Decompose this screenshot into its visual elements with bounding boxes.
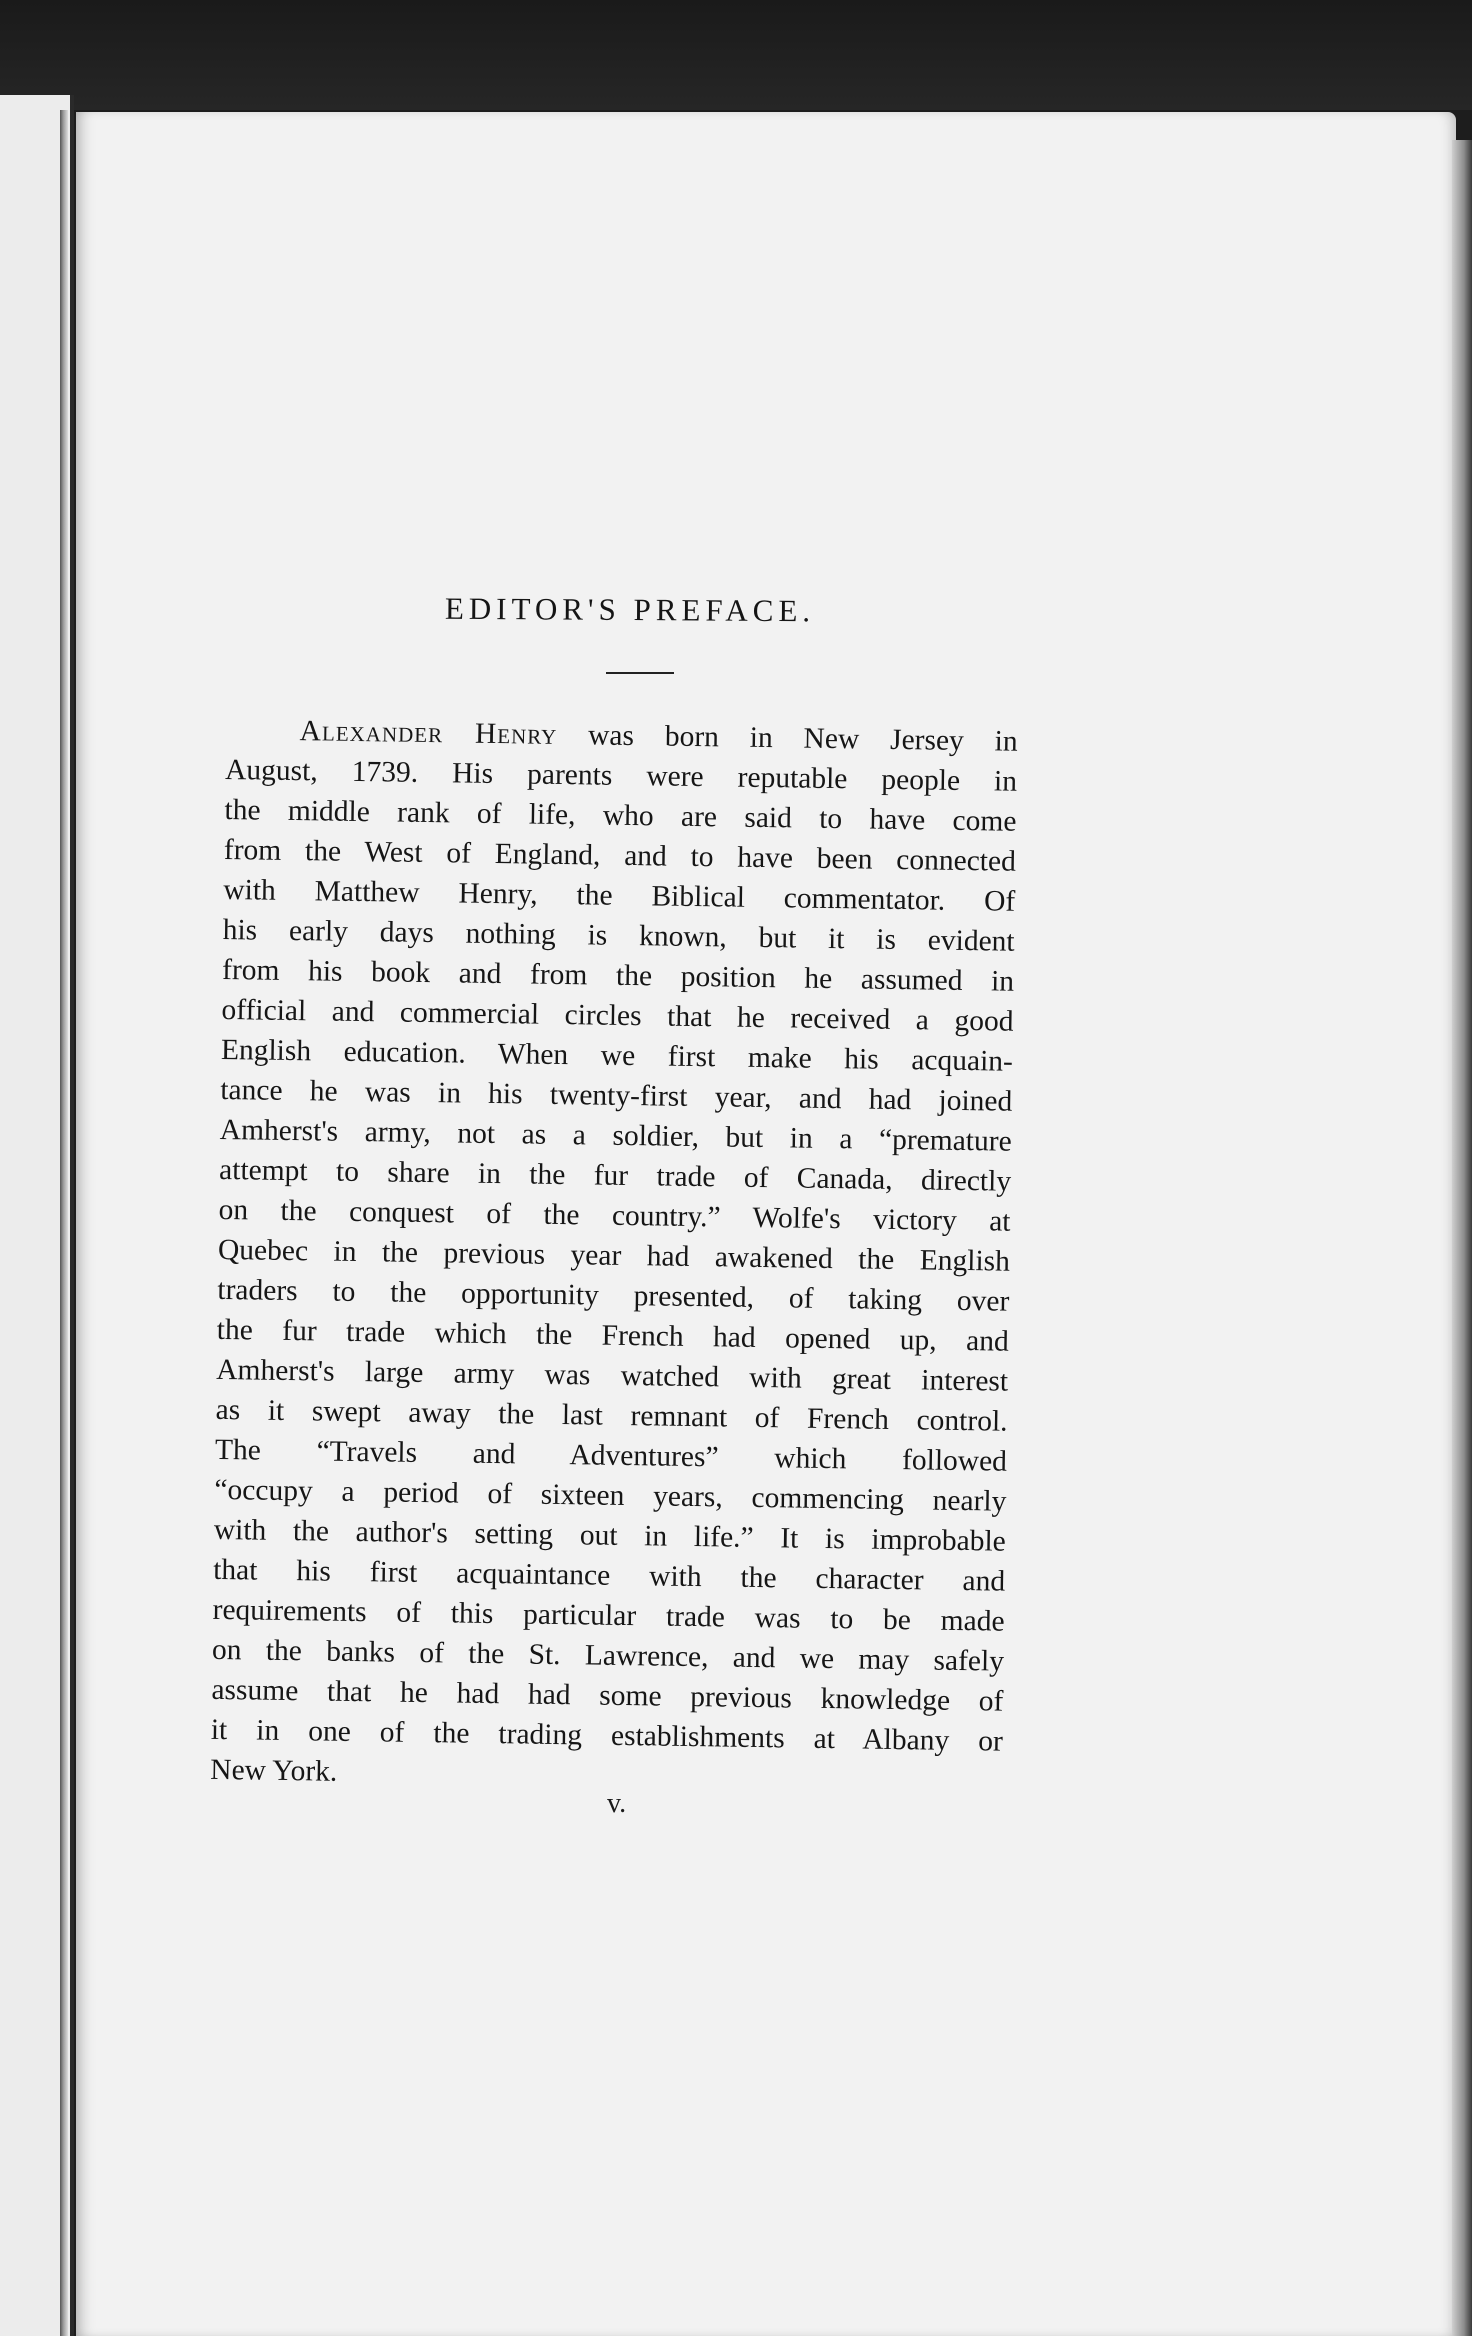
text-line: that his first acquaintance with the character and (213, 1553, 1006, 1598)
text-line: assume that he had had some previous knowledge of (211, 1673, 1004, 1718)
text-line: tance he was in his twenty-first year, and had joined (220, 1073, 1013, 1118)
book-gutter (60, 110, 68, 2336)
text-line: on the banks of the St. Lawrence, and we may safely (211, 1633, 1005, 1678)
text-line: as it swept away the last remnant of French control. (215, 1393, 1008, 1438)
text-line: Alexander Henry was born in New Jersey in (299, 715, 1018, 758)
text-line: Amherst's army, not as a soldier, but in a “premature (219, 1113, 1012, 1158)
title-rule (606, 672, 674, 674)
text-line: Quebec in the previous year had awakened the English (217, 1233, 1011, 1278)
lead-name: Alexander Henry (299, 715, 558, 751)
text-line: August, 1739. His parents were reputable people in (224, 753, 1018, 798)
scan-background (0, 0, 1472, 110)
text-line: traders to the opportunity presented, of taking over (217, 1273, 1010, 1318)
page-edge-shadow (1452, 140, 1472, 2336)
page-title: EDITOR'S PREFACE. (444, 590, 816, 629)
text-line: English education. When we first make his acquain- (220, 1033, 1014, 1078)
text-line: from the West of England, and to have been connected (223, 833, 1017, 878)
text-line: it in one of the trading establishments at Albany or (210, 1713, 1004, 1758)
text-line: “occupy a period of sixteen years, commencing nearly (214, 1473, 1007, 1518)
text-line: attempt to share in the fur trade of Canada, directly (218, 1153, 1012, 1198)
text-line: Amherst's large army was watched with great interest (215, 1353, 1009, 1398)
page-number: v. (607, 1788, 627, 1819)
text-line: the fur trade which the French had opened up, and (216, 1313, 1009, 1358)
text-line: with the author's setting out in life.” It is improbable (213, 1513, 1006, 1558)
text-line: on the conquest of the country.” Wolfe's victory at (218, 1193, 1011, 1238)
text-line: The “Travels and Adventures” which followed (214, 1433, 1008, 1478)
text-line: with Matthew Henry, the Biblical commentator. Of (223, 873, 1016, 918)
text-line: from his book and from the position he assumed in (221, 953, 1015, 998)
text-line: requirements of this particular trade was to be made (212, 1593, 1005, 1638)
text-line: the middle rank of life, who are said to have come (224, 793, 1017, 838)
preface-body (210, 710, 1018, 1802)
text-line: official and commercial circles that he received a good (221, 993, 1014, 1038)
text-line: New York. (210, 1753, 338, 1788)
text-line: his early days nothing is known, but it is evident (222, 913, 1015, 958)
